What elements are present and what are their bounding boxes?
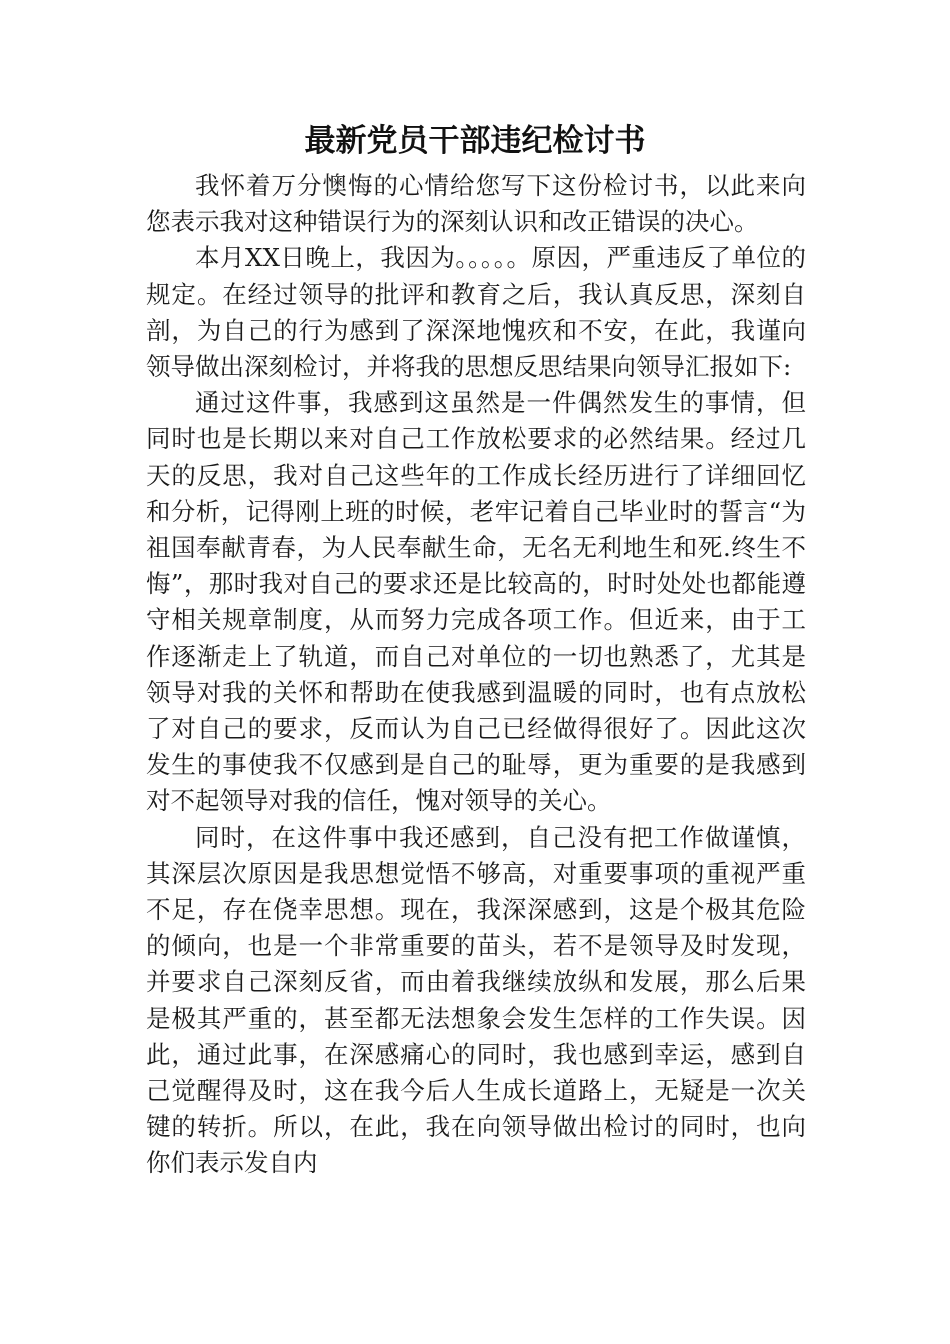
document-body (146, 168, 806, 1182)
paragraph-1: 我怀着万分懊悔的心情给您写下这份检讨书，以此来向您表示我对这种错误行为的深刻认识和改正错误的决心。 (146, 171, 806, 237)
document-title: 最新党员干部违纪检讨书 (304, 123, 646, 159)
paragraph-2: 本月XX日晚上，我因为。。。。。原因，严重违反了单位的规定。在经过领导的批评和教育之后，我认真反思，深刻自剖，为自己的行为感到了深深地愧疚和不安，在此，我谨向领导做出深刻检讨，并将我的思想反思结果向领导汇报如下: (146, 243, 806, 382)
paragraph-4: 同时，在这件事中我还感到，自己没有把工作做谨慎，其深层次原因是我思想觉悟不够高，对重要事项的重视严重不足，存在侥幸思想。现在，我深深感到，这是个极其危险的倾向，也是一个非常重要的苗头，若不是领导及时发现，并要求自己深刻反省，而由着我继续放纵和发展，那么后果是极其严重的，甚至都无法想象会发生怎样的工作失误。因此，通过此事，在深感痛心的同时，我也感到幸运，感到自己觉醒得及时，这在我今后人生成长道路上，无疑是一次关键的转折。所以，在此，我在向领导做出检讨的同时，也向你们表示发自内 (146, 822, 806, 1178)
paragraph-3: 通过这件事，我感到这虽然是一件偶然发生的事情，但同时也是长期以来对自己工作放松要求的必然结果。经过几天的反思，我对自己这些年的工作成长经历进行了详细回忆和分析，记得刚上班的时候，老牢记着自己毕业时的誓言“为祖国奉献青春，为人民奉献生命，无名无利地生和死.终生不悔”，那时我对自己的要求还是比较高的，时时处处也都能遵守相关规章制度，从而努力完成各项工作。但近来，由于工作逐渐走上了轨道，而自己对单位的一切也熟悉了，尤其是领导对我的关怀和帮助在使我感到温暖的同时，也有点放松了对自己的要求，反而认为自己已经做得很好了。因此这次发生的事使我不仅感到是自己的耻辱，更为重要的是我感到对不起领导对我的信任，愧对领导的关心。 (146, 388, 806, 816)
